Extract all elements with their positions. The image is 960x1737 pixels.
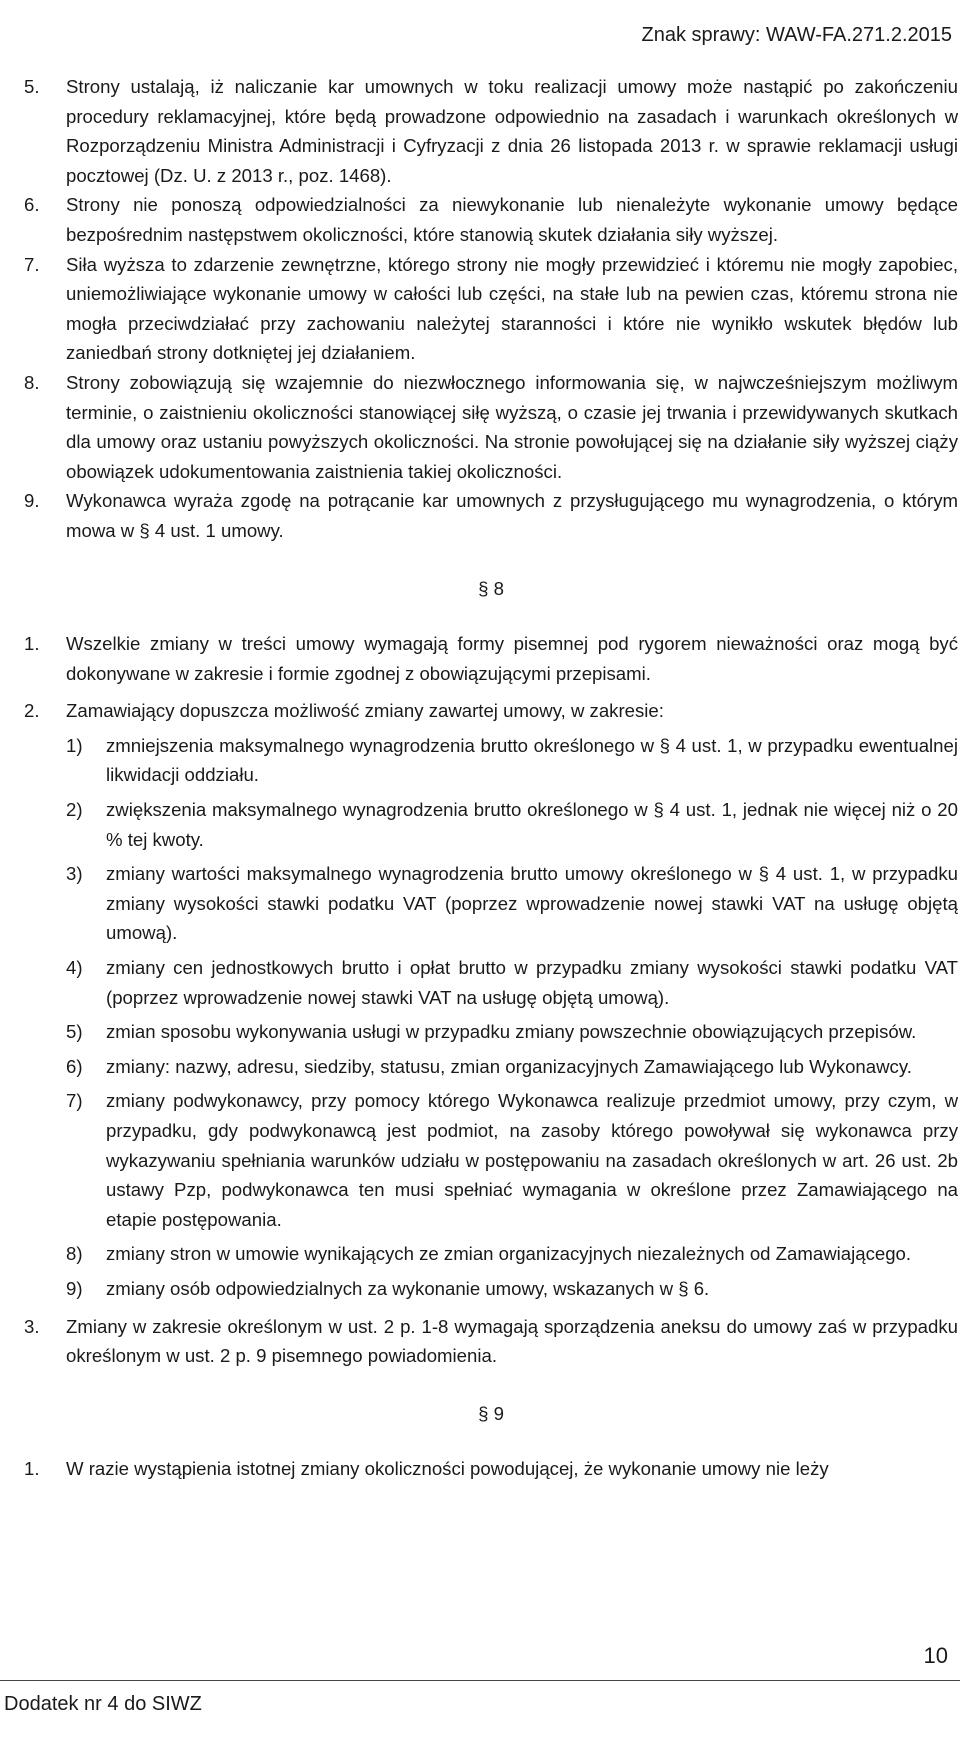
item-number: 5): [66, 1021, 83, 1043]
list-item-4: [24, 953, 958, 1012]
paragraph-7: [24, 250, 958, 368]
document-body: [24, 72, 958, 1484]
item-text: zmiany osób odpowiedzialnych za wykonanie umowy, wskazanych w § 6.: [106, 1277, 710, 1299]
item-text: zmiany cen jednostkowych brutto i opłat brutto w przypadku zmiany wysokości stawki podatku VAT (poprzez wprowadzenie nowej stawki VAT na usługę objętą umową).: [106, 957, 958, 1008]
section-8-paragraph-2: [24, 696, 958, 726]
paragraph-text: Wykonawca wyraża zgodę na potrącanie kar umownych z przysługującego mu wynagrodzenia, o którym mowa w § 4 ust. 1 umowy.: [66, 490, 958, 541]
paragraph-number: 5.: [24, 76, 40, 97]
item-number: 6): [66, 1055, 83, 1077]
section-9-heading: § 9: [478, 1402, 504, 1424]
item-number: 1): [66, 734, 83, 756]
paragraph-number: 7.: [24, 253, 40, 275]
footer-divider: [0, 1680, 960, 1681]
item-number: 4): [66, 957, 83, 979]
list-item-2: [24, 795, 958, 854]
paragraph-text: Zmiany w zakresie określonym w ust. 2 p. 1-8 wymagają sporządzenia aneksu do umowy zaś w przypadku określonym w ust. 2 p. 9 pisemnego powiadomienia.: [66, 1315, 958, 1367]
list-item-5: [24, 1017, 958, 1047]
item-text: zmiany stron w umowie wynikających ze zmian organizacyjnych niezależnych od Zamawiającego.: [106, 1243, 912, 1265]
paragraph-text: Wszelkie zmiany w treści umowy wymagają formy pisemnej pod rygorem nieważności oraz mogą być dokonywane w zakresie i formie zgodnej z obowiązującymi przepisami.: [66, 633, 958, 684]
paragraph-5: [24, 72, 958, 190]
paragraph-number: 3.: [24, 1315, 40, 1337]
list-item-3: [24, 859, 958, 948]
paragraph-number: 1.: [24, 633, 40, 655]
attachment-label: Dodatek nr 4 do SIWZ: [4, 1693, 202, 1715]
paragraph-text: W razie wystąpienia istotnej zmiany okoliczności powodującej, że wykonanie umowy nie leży: [66, 1458, 829, 1480]
paragraph-text: Zamawiający dopuszcza możliwość zmiany zawartej umowy, w zakresie:: [66, 700, 664, 722]
paragraph-text: Strony zobowiązują się wzajemnie do niezwłocznego informowania się, w najwcześniejszym możliwym terminie, o zaistnieniu okoliczności stanowiącej siłę wyższą, o czasie jej trwania i przewidywanych skutkach dla umowy oraz ustaniu powyższych okoliczności. Na stronie powołującej się na działanie siły wyższej ciąży obowiązek udokumentowania zaistnienia takiej okoliczności.: [66, 371, 958, 482]
item-text: zmiany wartości maksymalnego wynagrodzenia brutto umowy określonego w § 4 ust. 1, w przypadku zmiany wysokości stawki podatku VAT (poprzez wprowadzenie nowej stawki VAT na usługę objętą umową).: [106, 863, 958, 944]
item-text: zwiększenia maksymalnego wynagrodzenia brutto określonego w § 4 ust. 1, jednak nie więcej niż o 20 % tej kwoty.: [106, 799, 958, 850]
paragraph-number: 6.: [24, 194, 40, 216]
paragraph-number: 1.: [24, 1458, 40, 1480]
paragraph-number: 8.: [24, 371, 40, 393]
section-8-paragraph-3: [24, 1312, 958, 1371]
paragraph-text: Siła wyższa to zdarzenie zewnętrzne, którego strony nie mogły przewidzieć i któremu nie mogły zapobiec, uniemożliwiające wykonanie umowy w całości lub części, na stałe lub na pewien czas, któremu strona nie mogła przeciwdziałać przy zachowaniu należytej staranności i które nie wynikło wskutek błędów lub zaniedbań strony dotkniętej jej działaniem.: [66, 253, 958, 364]
section-9-paragraph-1: [24, 1454, 958, 1484]
item-text: zmniejszenia maksymalnego wynagrodzenia brutto określonego w § 4 ust. 1, w przypadku ewentualnej likwidacji oddziału.: [106, 734, 958, 786]
item-text: zmiany: nazwy, adresu, siedziby, statusu, zmian organizacyjnych Zamawiającego lub Wykonawcy.: [106, 1055, 912, 1077]
paragraph-number: 2.: [24, 700, 40, 722]
paragraph-8: [24, 368, 958, 486]
page-number: 10: [923, 1643, 948, 1668]
item-number: 9): [66, 1277, 83, 1299]
item-text: zmiany podwykonawcy, przy pomocy którego Wykonawca realizuje przedmiot umowy, przy czym, w przypadku, gdy podwykonawcą jest podmiot, na zasoby którego powoływał się wykonawca przy wykazywaniu spełniania warunków udziału w postępowaniu na zasadach określonych w art. 26 ust. 2b ustawy Pzp, podwykonawca ten musi spełniać wymagania w określone przez Zamawiającego na etapie postępowania.: [106, 1090, 958, 1230]
paragraph-text: Strony ustalają, iż naliczanie kar umownych w toku realizacji umowy może nastąpić po zakończeniu procedury reklamacyjnej, które będą prowadzone odpowiednio na zasadach i warunkach określonych w Rozporządzeniu Ministra Administracji i Cyfryzacji z dnia 26 listopada 2013 r. w sprawie reklamacji usługi pocztowej (Dz. U. z 2013 r., poz. 1468).: [66, 76, 958, 186]
paragraph-number: 9.: [24, 490, 40, 512]
list-item-8: [24, 1239, 958, 1269]
list-item-7: [24, 1086, 958, 1234]
case-reference: Znak sprawy: WAW-FA.271.2.2015: [641, 24, 952, 46]
paragraph-text: Strony nie ponoszą odpowiedzialności za niewykonanie lub nienależyte wykonanie umowy będące bezpośrednim następstwem okoliczności, które stanowią skutek działania siły wyższej.: [66, 194, 958, 245]
item-number: 2): [66, 799, 83, 821]
item-number: 8): [66, 1243, 83, 1265]
list-item-9: [24, 1274, 958, 1304]
item-number: 3): [66, 863, 83, 885]
paragraph-9: [24, 486, 958, 545]
section-8-paragraph-1: [24, 629, 958, 688]
paragraph-6: [24, 190, 958, 249]
item-text: zmian sposobu wykonywania usługi w przypadku zmiany powszechnie obowiązujących przepisów.: [106, 1021, 917, 1043]
section-8-heading: § 8: [478, 577, 504, 599]
list-item-6: [24, 1052, 958, 1082]
list-item-1: [24, 731, 958, 790]
item-number: 7): [66, 1090, 83, 1112]
